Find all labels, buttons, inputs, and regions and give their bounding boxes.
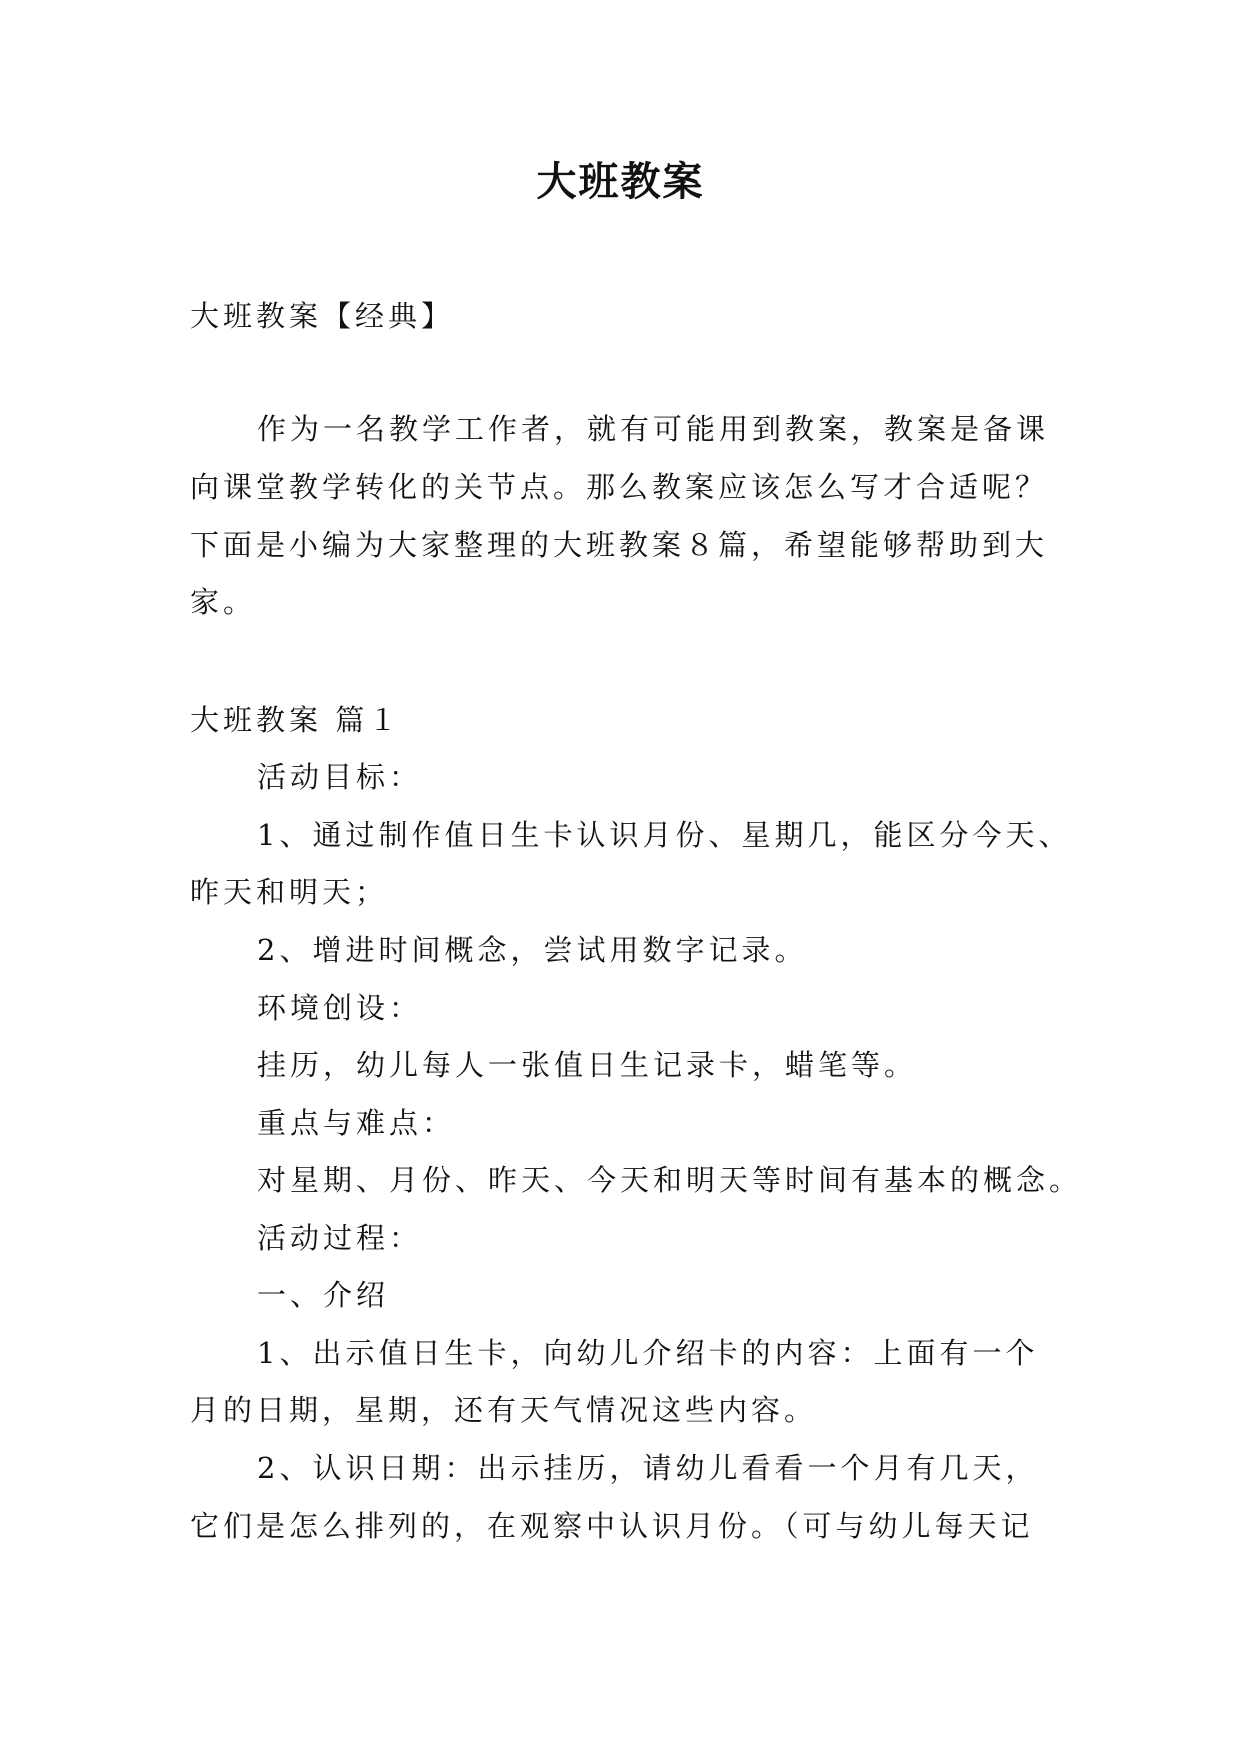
body-line: 1、出示值日生卡，向幼儿介绍卡的内容：上面有一个 [257, 1336, 1039, 1370]
body-line: 重点与难点： [257, 1106, 456, 1140]
body-line: 昨天和明天； [190, 875, 389, 909]
body-line: 挂历，幼儿每人一张值日生记录卡，蜡笔等。 [257, 1048, 918, 1082]
body-line: 月的日期，星期，还有天气情况这些内容。 [190, 1393, 818, 1427]
body-line: 活动目标： [257, 760, 423, 794]
body-line: 活动过程： [257, 1221, 423, 1255]
intro-line-3: 下面是小编为大家整理的大班教案８篇，希望能够帮助到大 [190, 528, 1049, 562]
body-line: 对星期、月份、昨天、今天和明天等时间有基本的概念。 [257, 1163, 1083, 1197]
section-heading: 大班教案 篇１ [190, 703, 402, 737]
intro-line-4: 家。 [190, 585, 257, 619]
body-line: 它们是怎么排列的，在观察中认识月份。（可与幼儿每天记 [190, 1509, 1034, 1543]
intro-line-2: 向课堂教学转化的关节点。那么教案应该怎么写才合适呢？ [190, 470, 1049, 504]
body-line: 2、认识日期：出示挂历，请幼儿看看一个月有几天， [257, 1451, 1039, 1485]
body-line: 一、介绍 [257, 1278, 390, 1312]
body-line: 1、通过制作值日生卡认识月份、星期几，能区分今天、 [257, 818, 1072, 852]
body-line: 2、增进时间概念，尝试用数字记录。 [257, 933, 808, 967]
intro-line-1: 作为一名教学工作者，就有可能用到教案，教案是备课 [257, 412, 1050, 446]
document-title: 大班教案 [536, 158, 705, 205]
body-line: 环境创设： [257, 991, 423, 1025]
document-subtitle: 大班教案【经典】 [190, 299, 455, 333]
